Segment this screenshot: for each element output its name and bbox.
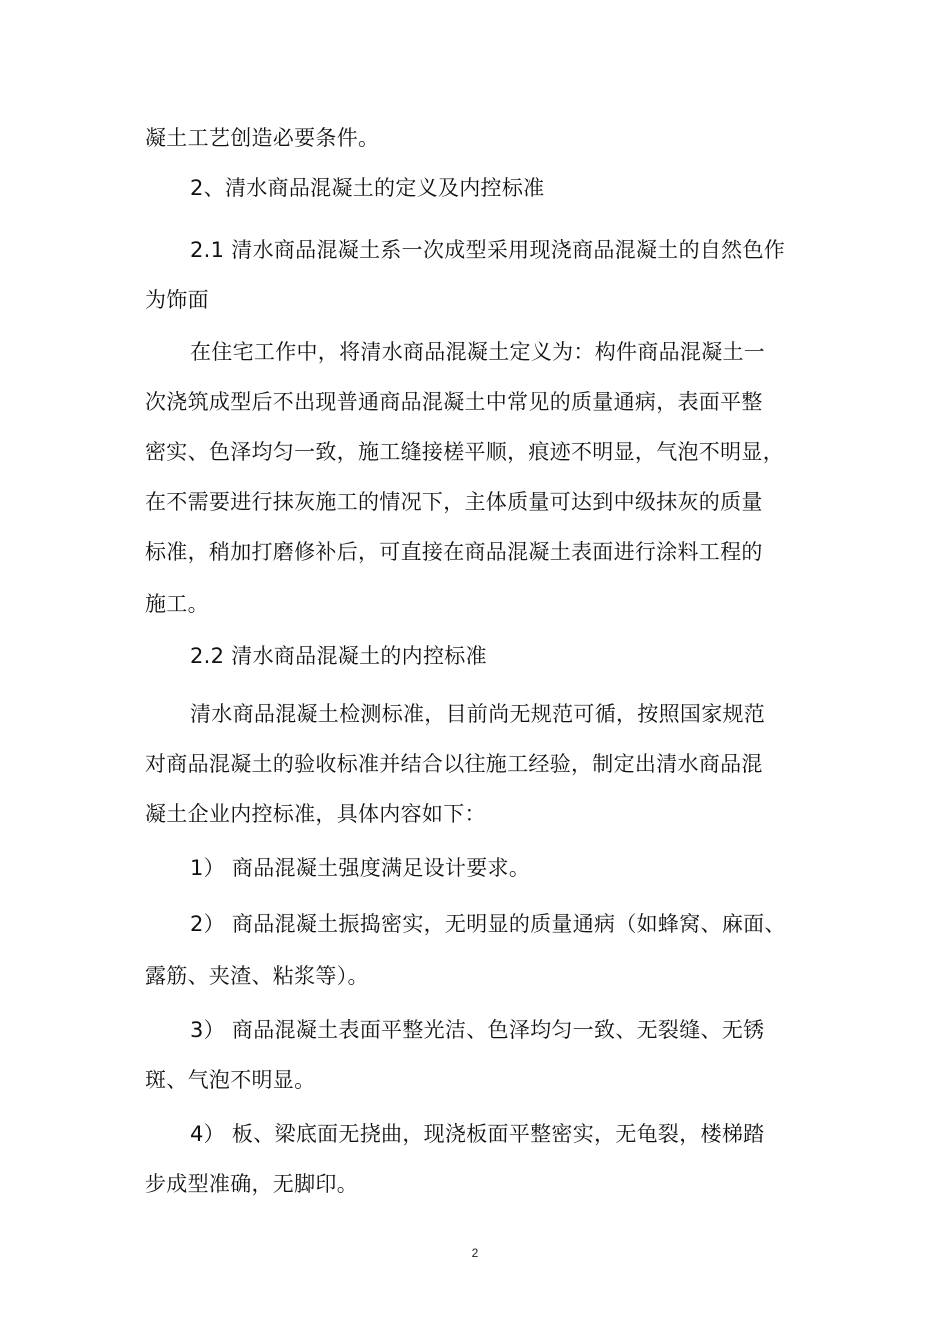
body-text-line: 密实、色泽均匀一致，施工缝接槎平顺，痕迹不明显，气泡不明显， xyxy=(145,440,784,464)
section-heading: 2、清水商品混凝土的定义及内控标准 xyxy=(190,176,545,200)
subsection-heading: 2.2 清水商品混凝土的内控标准 xyxy=(190,644,487,668)
list-item: 4） 板、梁底面无挠曲，现浇板面平整密实，无龟裂，楼梯踏 xyxy=(190,1122,765,1146)
subsection-heading: 2.1 清水商品混凝土系一次成型采用现浇商品混凝土的自然色作 xyxy=(190,238,786,262)
body-text-line: 对商品混凝土的验收标准并结合以往施工经验，制定出清水商品混 xyxy=(145,752,763,776)
body-text-line: 凝土企业内控标准，具体内容如下： xyxy=(145,802,486,826)
body-text-line: 施工。 xyxy=(145,592,209,616)
list-item: 3） 商品混凝土表面平整光洁、色泽均匀一致、无裂缝、无锈 xyxy=(190,1018,765,1042)
body-text-line: 标准，稍加打磨修补后，可直接在商品混凝土表面进行涂料工程的 xyxy=(145,540,763,564)
body-text-line: 凝土工艺创造必要条件。 xyxy=(145,126,380,150)
list-item: 1） 商品混凝土强度满足设计要求。 xyxy=(190,856,531,880)
body-text-line: 在不需要进行抹灰施工的情况下，主体质量可达到中级抹灰的质量 xyxy=(145,490,763,514)
body-text-line: 清水商品混凝土检测标准，目前尚无规范可循，按照国家规范 xyxy=(190,702,766,726)
body-text-line: 为饰面 xyxy=(145,288,209,312)
list-item-continuation: 露筋、夹渣、粘浆等）。 xyxy=(145,964,369,988)
list-item-continuation: 步成型准确，无脚印。 xyxy=(145,1172,358,1196)
list-item: 2） 商品混凝土振捣密实，无明显的质量通病（如蜂窝、麻面、 xyxy=(190,912,786,936)
page-number: 2 xyxy=(471,1246,479,1260)
body-text-line: 次浇筑成型后不出现普通商品混凝土中常见的质量通病，表面平整 xyxy=(145,390,763,414)
list-item-continuation: 斑、气泡不明显。 xyxy=(145,1068,316,1092)
body-text-line: 在住宅工作中，将清水商品混凝土定义为：构件商品混凝土一 xyxy=(190,340,766,364)
